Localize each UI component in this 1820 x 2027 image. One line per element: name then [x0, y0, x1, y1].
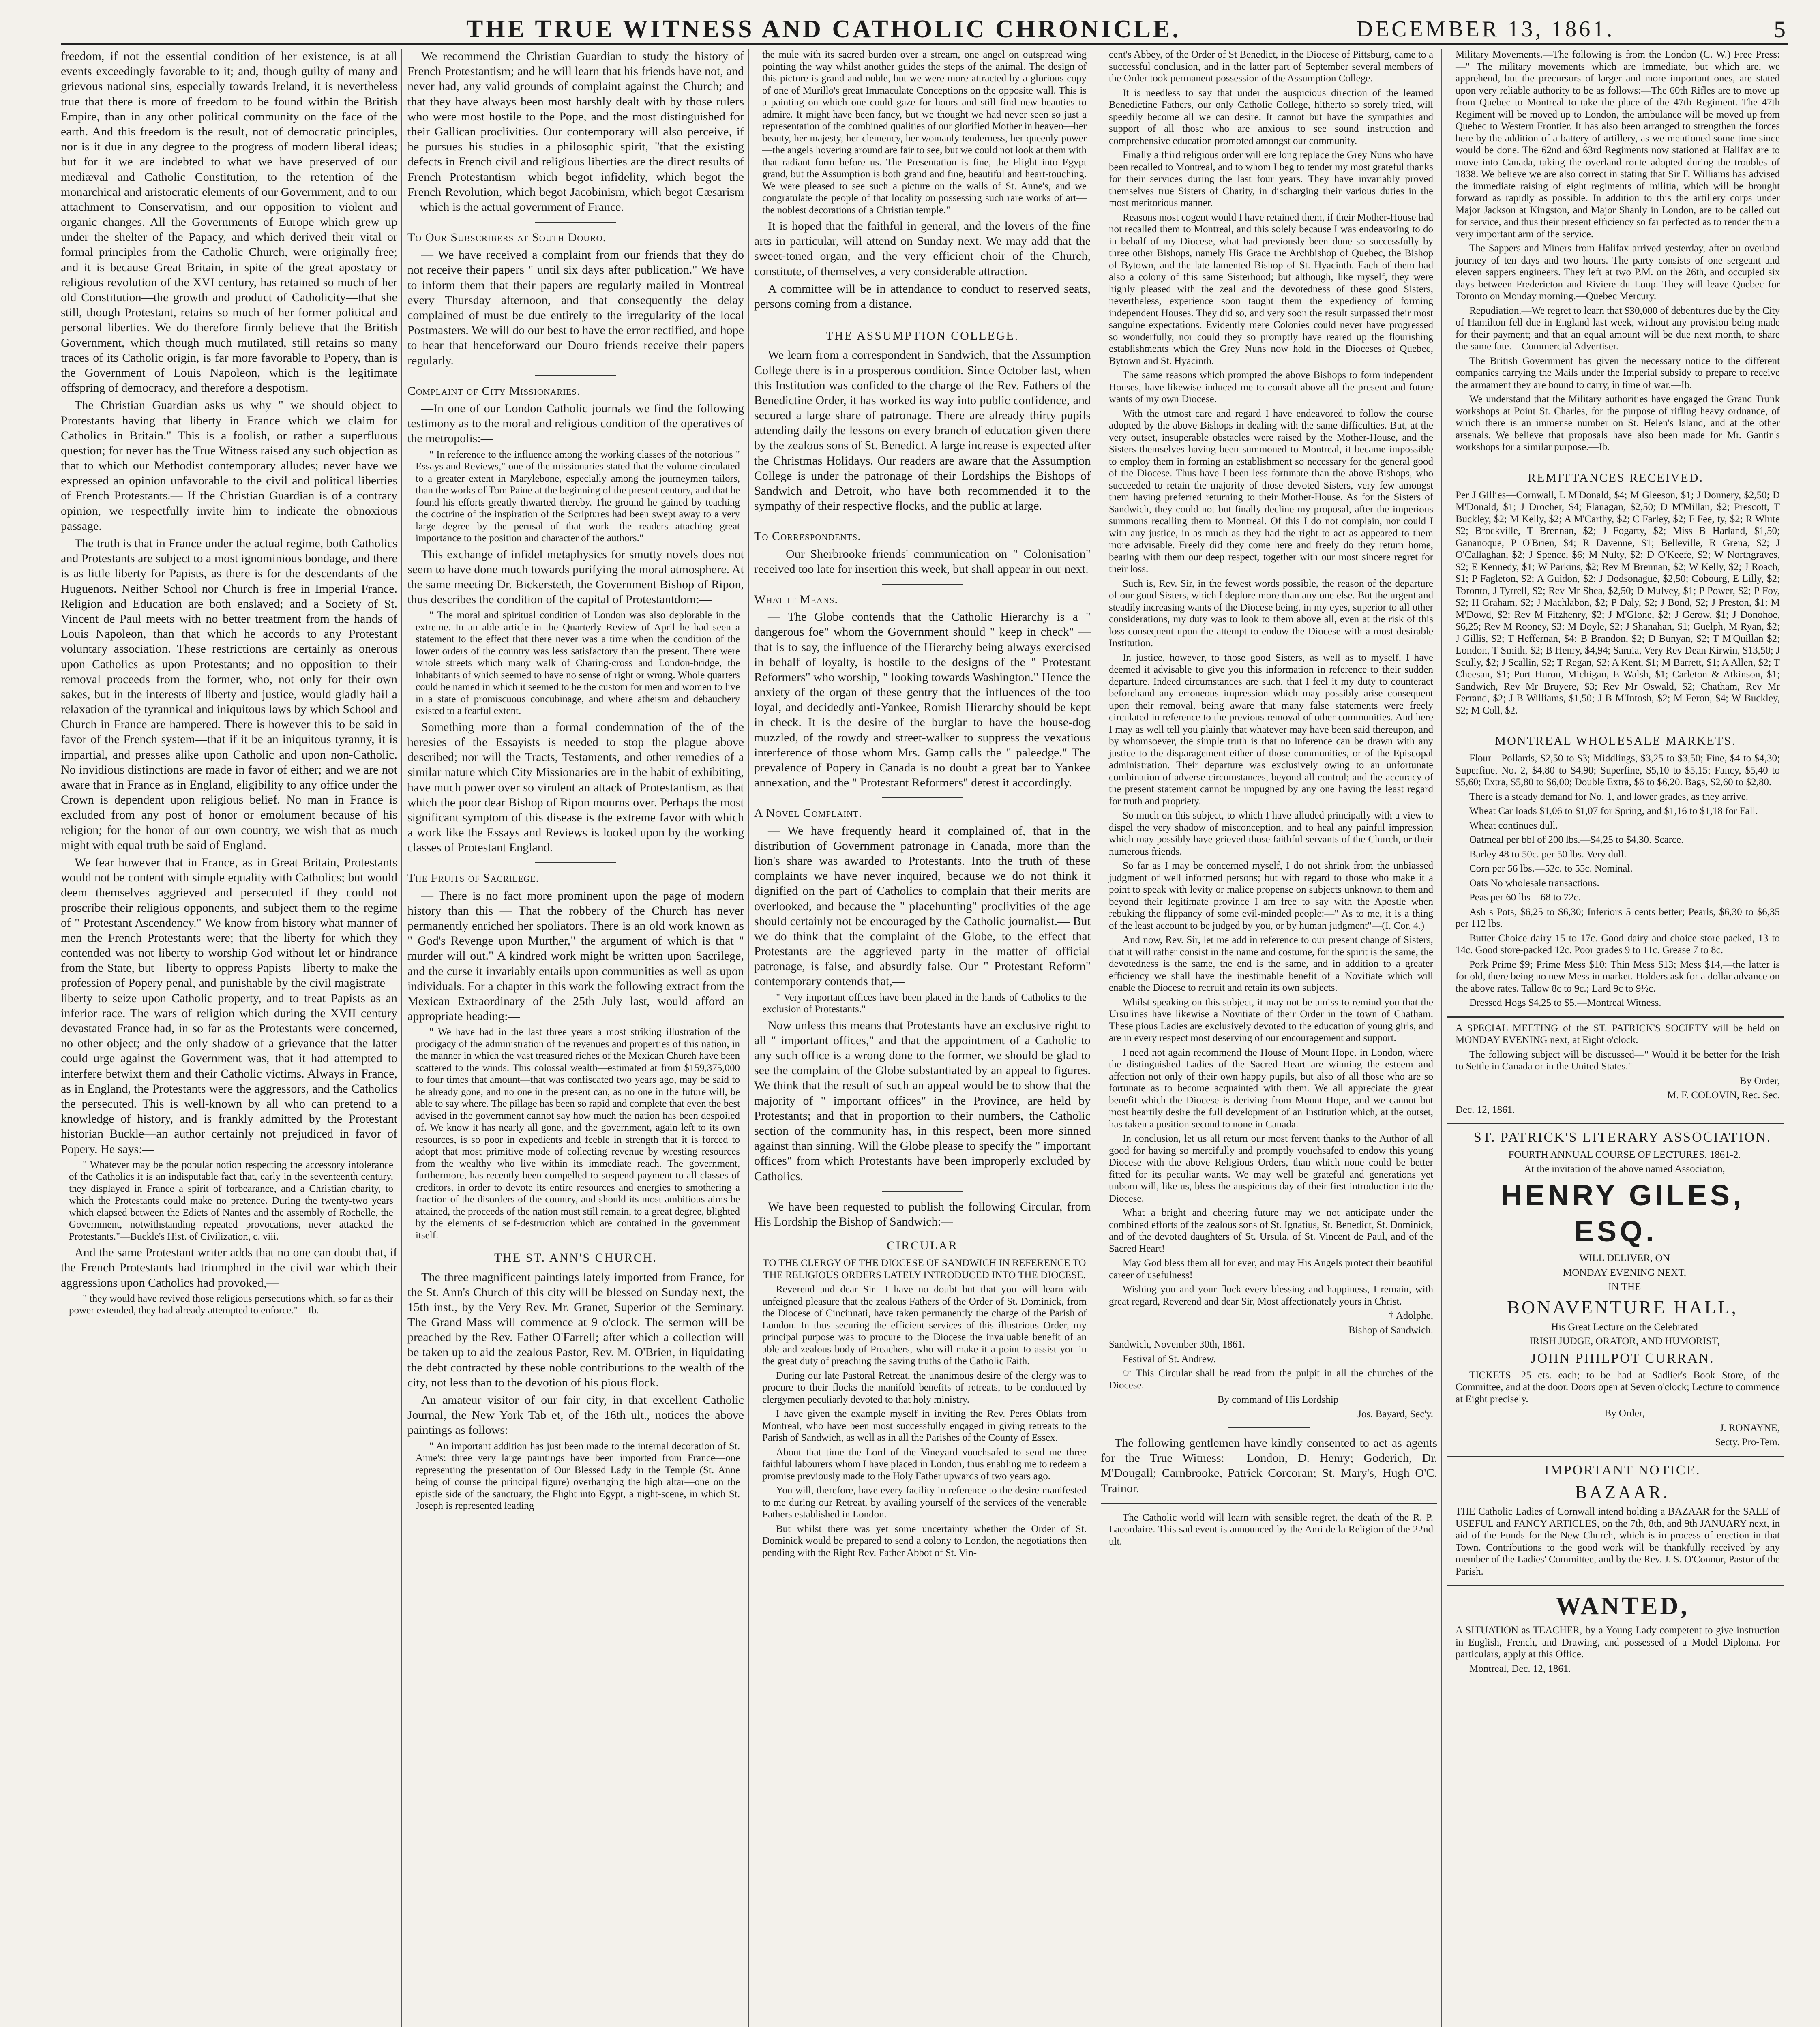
section-heading: THE ST. ANN'S CHURCH. — [494, 1251, 658, 1265]
block-quote: " We have had in the last three years a most striking illustration of the prodigacy of the administration of the revenues and properties of this nation, in the manner in which the vast treasured riches of the Mexican Church have been scattered to the winds. This colossal wealth—estimated at from $159,375,000 to four times that amount—that was confiscated two years ago, may be said to be already gone, and no one in the present can, as no one in the future will, be able to say where. The pillage has been so rapid and complete that even the best advised in the government cannot say how much the nation has been despoiled of. We know it has nearly all gone, and the government, again left to its own resources, is so poor in expedients and feeble in strength that it is forced to adopt that most primitive mode of collecting revenue by wresting resources from the wealthy who live within its immediate reach. The government, furthermore, has recently been compelled to suspend payment to all classes of creditors, in order to devote its entire resources and energies to smothering a fraction of the disorders of the country, and should its most ambitious aims be attained, the proceeds of the nation must still remain, to a great degree, blighted by the elements of self-destruction which are contained in the government itself. — [416, 1026, 740, 1241]
column-divider — [1441, 49, 1442, 2027]
article-paragraph: The truth is that in France under the actual regime, both Catholics and Protestants are subject to a most ignominious bondage, and there is as little liberty for Papists, as there is for the descendants of the Huguenots. Neither School nor Church is free in Imperial France. Religion and Education are both enslaved; and a Society of St. Vincent de Paul meets with no better treatment from the hands of Louis Napoleon, than that which he accords to any Protestant voluntary association. These restrictions are certainly as onerous upon Catholics as upon Protestants; and no opposition to their removal proceeds from the former, who, not only for their own sakes, but in the interests of liberty and justice, would gladly hail a relaxation of the tyrannical and iniquitous laws by which School and Church in France are hampered. There is however this to be said in favor of the French system—that if it be an iniquitous tyranny, it is impartial, and presses alike upon Catholic and upon non-Catholic. No invidious distinctions are made in favor of either; and we are not aware that in France as in England, eligibility to any office under the Crown is dependent upon religious belief. No man in France is excluded from any post of honor or emolument because of his religion; for the honor of our own country, we wish that as much might with equal truth be said of England. — [61, 537, 397, 852]
circular-paragraph: I have given the example myself in inviting the Rev. Peres Oblats from Montreal, who have been most successfully engaged in giving retreats to the Parish of Sandwich, as well as in all the Parishes of the County of Essex. — [762, 1408, 1087, 1444]
ad-text: FOURTH ANNUAL COURSE OF LECTURES, 1861-2. — [1508, 1149, 1741, 1160]
bazaar-title: BAZAAR. — [1575, 1482, 1670, 1502]
article-heading — [754, 806, 1091, 821]
section-separator — [535, 222, 616, 223]
circular-paragraph: Reasons most cogent would I have retained them, if their Mother-House had not recalled them to Montreal, and this solely because I was endeavoring to do in behalf of my Diocese, what had previously been done so successfully by three other Bishops, namely His Grace the Archbishop of Quebec, the Bishop of Bytown, and the late lamented Bishop of St. Hyacinth. Each of them had also a colony of this same Sisterhood; but although, like myself, they were highly pleased with the zeal and the devotedness of these good Sisters, nevertheless, experience soon taught them the expediency of forming independent Houses. They did so, and very soon the result surpassed their most sanguine expectations. Evidently mere Colonies could never have progressed so wonderfully, nor could they so promptly have reared up the flourishing establishments which the Grey Nuns now hold in the Dioceses of Quebec, Bytown and St. Hyacinth. — [1109, 212, 1433, 366]
article-paragraph: — There is no fact more prominent upon the page of modern history than this — That the robbery of the Church has never permanently enriched her spoliators. There is an old work known as " God's Revenge upon Murther," the argument of which is that " murder will out." A kindred work might be written upon Sacrilege, and the curse it invariably entails upon communities as well as upon individuals. For a chapter in this work the following extract from the Mexican Extraordinary of the 25th July last, would afford an appropriate heading:— — [407, 889, 744, 1023]
circular-paragraph: So far as I may be concerned myself, I do not shrink from the unbiassed judgment of well informed persons; but with regard to those who make it a point to speak with levity or malice propense on subjects unknown to them and beyond their legitimate province I am free to say with the Apostle when rebuking the flippancy of some evil-minded people:—" As to me, it is a thing of the least account to be judged by you, or by human judgment"—(I. Cor. 4.) — [1109, 860, 1433, 931]
circular-paragraph: But whilst there was yet some uncertainty whether the Order of St. Dominick would be prepared to send a colony to London, the negotiations then pending with the Right Rev. Father Abbot of St. Vin- — [762, 1523, 1087, 1558]
market-line: Peas per 60 lbs—68 to 72c. — [1469, 892, 1581, 903]
article-paragraph: We have been requested to publish the following Circular, from His Lordship the Bishop of Sandwich:— — [754, 1200, 1091, 1228]
inline-heading: A Novel Complaint. — [754, 806, 862, 820]
circular-paragraph: May God bless them all for ever, and may His Angels protect their beautiful career of usefulness! — [1109, 1258, 1433, 1281]
column-2 — [407, 49, 744, 2027]
remittances-list: Per J Gillies—Cornwall, L M'Donald, $4; M Gleeson, $1; J Donnery, $2,50; D M'Donald, $1; J Drocher, $4; Flanagan, $2,50; D M'Millan, $2; Prescott, T Buckley, $2; M Kelly, $2; A M'Carthy, $2; C Farley, $2; F Fee, ty, $2; R White $2; Brockville, T Brennan, $2; J Fogarty, $2; Miss B Harland, $1,50; Gananoque, P O'Brien, $4; R Davenne, $1; Belleville, R Grena, $2; J O'Callaghan, $2; J Spence, $6; M Nulty, $2; D O'Keefe, $2; W Northgraves, $2; E Kennedy, $1; W Parkins, $2; Rev M Brennan, $2; W Kelly, $2; J Roach, $1; P Fagleton, $2; A Guidon, $2; J Dodsonague, $2,50; Cobourg, E Lilly, $2; Toronto, J Tyrrell, $2; Rev Mr Shea, $2,50; D Mulvey, $1; P Power, $2; P Foy, $2; H Graham, $2; J Machlabon, $2; P Daly, $2; J Bond, $2; J Preston, $1; M M'Dowd, $2; Rev M Fitzhenry, $2; J M'Glone, $2; J Gerow, $1; J Donohoe, $6,25; Rev M Rooney, $3; M Doyle, $2; J Shanahan, $1; Guelph, M Ryan, $2; J Gillis, $2; T Heffernan, $4; B Brandon, $2; D Bunyan, $2; T M'Quillan $2; London, T Smith, $2; B Henry, $4,94; Sarnia, Very Rev Dean Kirwin, $13,50; J Scully, $2; J Scallin, $2; T Regan, $2; A Kent, $1; M Barrett, $1; A Allen, $2; T Cheesan, $1; Port Huron, Michigan, E Walsh, $1; Carleton & Atkinson, $1; Sandwich, Rev Mr Bruyere, $3; Rev Mr Oswald, $2; Chatham, Rev Mr Ferrand, $2; J B Williams, $1,50; J B M'Intosh, $2; M Feron, $4; W Buckley, $2; M Coll, $2. — [1456, 489, 1780, 716]
article-heading — [407, 870, 744, 885]
market-line: Dressed Hogs $4,25 to $5.—Montreal Witness. — [1469, 997, 1661, 1009]
circular-paragraph: I need not again recommend the House of Mount Hope, in London, where the distinguished Ladies of the Sacred Heart are winning the esteem and affection not only of their own happy pupils, but also of all those who are so fortunate as to become acquainted with them. We all appreciate the great benefit which the Diocese is deriving from Mount Hope, and we cannot but most heartily desire the full development of an Institution which, at the outset, has taken a position second to none in Canada. — [1109, 1047, 1433, 1130]
circular-paragraph: In justice, however, to those good Sisters, as well as to myself, I have deemed it advisable to give you this information in reference to their sudden departure. Indeed circumstances are such, that I feel it my duty to counteract beforehand any erroneous impression which may possibly arise consequent upon their removal, being aware that many false statements were freely circulated in reference to the previous removal of other communities. And here I may as well tell you plainly that whatever may have been said thereupon, and by whomsoever, the simple truth is that no inference can be drawn with any justice to the disparagement either of those communities, or of the Episcopal administration. Their departure was exclusively owing to an unfortunate combination of adverse circumstances, beyond all control; and the accuracy of the present statement cannot be impugned by any one having the least regard for truth and propriety. — [1109, 652, 1433, 807]
circular-paragraph: In conclusion, let us all return our most fervent thanks to the Author of all good for having so mercifully and promptly vouchsafed to endow this young Diocese with the above Religious Orders, than which none could be better fitted for its peculiar wants. We may well be grateful and generations yet unborn will, like us, bless the auspicious day of their first introduction into the Diocese. — [1109, 1133, 1433, 1204]
ad-text: MONDAY EVENING NEXT, — [1563, 1267, 1686, 1278]
masthead — [61, 16, 1788, 42]
ad-signature-title: Secty. Pro-Tem. — [1715, 1437, 1780, 1448]
column-5 — [1447, 49, 1784, 2027]
block-quote: " Very important offices have been placed in the hands of Catholics to the exclusion of Protestants." — [762, 992, 1087, 1015]
column-4 — [1101, 49, 1437, 2027]
section-separator — [882, 797, 963, 798]
market-line: Butter Choice dairy 15 to 17c. Good dairy and choice store-packed, 13 to 14c. Good store-packed 12c. Poor grades 9 to 11c. Grease 7 to 8c. — [1456, 932, 1780, 956]
ad-text: IN THE — [1608, 1281, 1641, 1293]
news-paragraph: The Sappers and Miners from Halifax arrived yesterday, after an overland journey of ten days and two hours. The party consists of one sergeant and eleven sappers engineers. They left at two P.M. on the 26th, and occupied six days between Fredericton and Riviere du Loup. They will leave Quebec for Toronto on Monday morning.—Quebec Mercury. — [1456, 243, 1780, 302]
section-separator — [535, 375, 616, 376]
article-paragraph: — We have received a complaint from our friends that they do not receive their papers " until six days after publication." We have to inform them that their papers are regularly mailed in Montreal every Thursday afternoon, and that consequently the delay complained of must be due entirely to the irregularity of the local Postmasters. We will do our best to have the error rectified, and hope to hear that henceforward our Douro friends receive their papers regularly. — [407, 248, 744, 367]
circular-paragraph: Wishing you and your flock every blessing and happiness, I remain, with great regard, Reverend and dear Sir, Most affectionately yours in Christ. — [1109, 1284, 1433, 1307]
circular-paragraph: About that time the Lord of the Vineyard vouchsafed to send me three faithful labourers whom I have placed in London, thus enabling me to redeem a promise previously made to the Holy Father upwards of two years ago. — [762, 1446, 1087, 1482]
advertisement-lecture — [1447, 1123, 1784, 1448]
article-paragraph: The three magnificent paintings lately imported from France, for the St. Ann's Church of this city will be blessed on Sunday next, the 15th inst., by the Very Rev. Mr. Granet, Superior of the Seminary. The Grand Mass will commence at 9 o'clock. The sermon will be preached by the Rev. Father O'Farrell; after which a collection will be taken up to aid the zealous Pastor, Rev. M. O'Brien, in liquidating the debt contracted by these noble contributions to the wealth of the city, not less than to the devotion of his pious flock. — [407, 1270, 744, 1389]
ad-signature: J. RONAYNE, — [1719, 1422, 1780, 1433]
ad-text: The following subject will be discussed—" Would it be better for the Irish to Settle in Canada or in the United States." — [1456, 1049, 1780, 1072]
block-quote: " they would have revived those religious persecutions which, so far as their power extended, they had already attempted to enforce."—Ib. — [69, 1293, 393, 1316]
dateline: Festival of St. Andrew. — [1123, 1353, 1216, 1365]
news-paragraph: The British Government has given the necessary notice to the different companies carrying the Mails under the Imperial subsidy to prepare to receive the armament they are bound to carry, in time of war.—Ib. — [1456, 355, 1780, 390]
market-line: Ash s Pots, $6,25 to $6,30; Inferiors 5 cents better; Pearls, $6,30 to $6,35 per 112 lbs. — [1456, 906, 1780, 930]
ad-date: Montreal, Dec. 12, 1861. — [1469, 1663, 1571, 1674]
market-line: There is a steady demand for No. 1, and lower grades, as they arrive. — [1469, 791, 1748, 802]
circular-paragraph: The same reasons which prompted the above Bishops to form independent Houses, have likewise induced me to consult above all the present and future wants of my own Diocese. — [1109, 370, 1433, 405]
ad-text: TICKETS—25 cts. each; to be had at Sadlier's Book Store, of the Committee, and at the door. Doors open at Seven o'clock; Lecture to commence at Eight precisely. — [1456, 1369, 1780, 1405]
inline-heading: What it Means. — [754, 592, 838, 606]
inline-heading: To Our Subscribers at South Douro. — [407, 231, 607, 244]
circular-paragraph: Whilst speaking on this subject, it may not be amiss to remind you that the Ursulines have likewise a Novitiate of their Order in the town of Chatham. These pious Ladies are exclusively devoted to the education of young girls, and are in every respect most deserving of our encouragement and support. — [1109, 996, 1433, 1043]
circular-paragraph: What a bright and cheering future may we not anticipate under the combined efforts of the zealous sons of St. Ignatius, St. Benedict, St. Dominick, and of the devoted daughters of St. Ursula, of St. Vincent de Paul, and of the Sacred Heart! — [1109, 1207, 1433, 1254]
article-heading — [754, 529, 1091, 544]
article-paragraph: Now unless this means that Protestants have an exclusive right to all " important offices," and that the appointment of a Catholic to any such office is a wrong done to the former, we should be glad to see the complaint of the Globe substantiated by an appeal to figures. We think that the result of such an appeal would be to show that the majority of " important offices" in the Province, are held by Protestants; and that in proportion to their numbers, the Catholic section of the community has, in this respect, been more sinned against than sinning. Will the Globe please to specify the " important offices" from which Protestants have been improperly excluded by Catholics. — [754, 1018, 1091, 1183]
ad-text: A SITUATION as TEACHER, by a Young Lady competent to give instruction in English, French, and Drawing, and possessed of a Model Diploma. For particulars, apply at this Office. — [1456, 1625, 1780, 1660]
circular-paragraph: cent's Abbey, of the Order of St Benedict, in the Diocese of Pittsburg, came to a successful conclusion, and in the latter part of September several members of the Order took permanent possession of the Assumption College. — [1109, 49, 1433, 84]
circular-paragraph: So much on this subject, to which I have alluded principally with a view to dispel the very shadow of misconception, and to heal any painful impression which may possibly have grieved those faithful servants of the Church, or their numerous friends. — [1109, 810, 1433, 857]
inline-heading: The Fruits of Sacrilege. — [407, 871, 540, 885]
article-paragraph: We recommend the Christian Guardian to study the history of French Protestantism; and he will learn that his friends have not, and never had, any valid grounds of complaint against the Church; and that they have always been most harshly dealt with by those rulers who were most hostile to the Pope, and the most distinguished for their Gallican proclivities. Our contemporary will also perceive, if he pursues his studies in a philosophic spirit, "that the existing defects in French civil and religious liberties are the direct results of French Protestantism—which begot infidelity, which begot the French Revolution, which begot Jacobinism, which begot Cæsarism—which is the actual government of France. — [407, 49, 744, 214]
market-line: Oatmeal per bbl of 200 lbs.—$4,25 to $4,30. Scarce. — [1469, 834, 1684, 846]
signature: † Adolphe, — [1389, 1310, 1433, 1321]
section-separator — [1101, 1503, 1437, 1504]
inline-heading: To Correspondents. — [754, 529, 861, 543]
dateline: Sandwich, November 30th, 1861. — [1109, 1339, 1245, 1350]
section-separator — [882, 584, 963, 585]
lecturer-name: HENRY GILES, ESQ. — [1501, 1179, 1745, 1248]
market-line: Flour—Pollards, $2,50 to $3; Middlings, $3,25 to $3,50; Fine, $4 to $4,30; Superfine, No. 2, $4,80 to $4,90; Superfine, $5,10 to $5,15; Fancy, $5,40 to $5,60; Extra, $5,80 to $6,00; Double Extra, $6 to $6,20. Bags, $2,60 to $2,80. — [1456, 753, 1780, 788]
circular-paragraph: It is needless to say that under the auspicious direction of the learned Benedictine Fathers, our only Catholic College, hitherto so sorely tried, will speedily become all we can desire. It cannot but have the sympathies and support of all those who are anxious to see sound instruction and comprehensive education promoted amongst our community. — [1109, 87, 1433, 146]
circular-paragraph: Reverend and dear Sir—I have no doubt but that you will learn with unfeigned pleasure that the zealous Fathers of the Order of St. Dominick, from the Diocese of Cincinnati, have taken permanently the charge of the Parish of London. In thus securing the efficient services of this illustrious Order, my principal purpose was to procure to the Diocese the invaluable benefit of an able and zealous body of Preachers, who will make it a point to assist you in the great duty of preaching the saving truths of the Catholic Faith. — [762, 1284, 1087, 1367]
venue-name: BONAVENTURE HALL, — [1507, 1296, 1738, 1318]
article-paragraph: The Christian Guardian asks us why " we should object to Protestants having that liberty in France which we claim for Catholics in Britain." This is a foolish, or rather a superfluous question; for never has the True Witness raised any such objection as that to which our Methodist contemporary alludes; never have we expressed an opinion unfavorable to the civil and political liberties of French Protestants.— If the Christian Guardian is of a contrary opinion, we respectfully invite him to indicate the obnoxious passage. — [61, 399, 397, 533]
advertisement-meeting — [1447, 1016, 1784, 1116]
section-separator — [535, 862, 616, 863]
market-line: Barley 48 to 50c. per 50 lbs. Very dull. — [1469, 849, 1627, 860]
article-paragraph: —In one of our London Catholic journals we find the following testimony as to the moral and religious condition of the operatives of the metropolis:— — [407, 401, 744, 446]
article-paragraph: A committee will be in attendance to conduct to reserved seats, persons coming from a distance. — [754, 282, 1091, 311]
ad-text: WILL DELIVER, ON — [1579, 1253, 1670, 1264]
section-heading: MONTREAL WHOLESALE MARKETS. — [1495, 734, 1736, 748]
ad-text: IRISH JUDGE, ORATOR, AND HUMORIST, — [1529, 1336, 1720, 1347]
article-paragraph: We fear however that in France, as in Great Britain, Protestants would not be content with simple equality with Catholics; but would deem themselves aggrieved and persecuted if they could not proscribe their religious opponents, and subject them to the regime of " Protestant Ascendency." We know from history what manner of men the French Protestants were; that the liberty for which they contended was not liberty to worship God without let or hindrance from the State, but—liberty to oppress Papists—liberty to make the profession of Popery penal, and punishable by the civil magistrate—liberty to seize upon Catholic property, and to treat Papists as an inferior race. The wars of religion which during the XVII century devastated France had, in so far as the Protestants were concerned, no other object; and the only shadow of a grievance that the latter could urge against the Government was, that it had attempted to interfere betwixt them and their Catholic victims. Always in France, as in England, the Protestants were the aggressors, and the Catholics the persecuted. This is well-known by all who can pretend to a knowledge of history, and is frankly admitted by the Protestant historian Buckle—an author certainly not prejudiced in favor of Popery. He says:— — [61, 855, 397, 1156]
article-paragraph: The Catholic world will learn with sensible regret, the death of the R. P. Lacordaire. This sad event is announced by the Ami de la Religion of the 22nd ult. — [1109, 1512, 1433, 1547]
secretary-signature: Jos. Bayard, Sec'y. — [1357, 1408, 1433, 1420]
signature-title: Bishop of Sandwich. — [1348, 1324, 1433, 1336]
news-paragraph: Military Movements.—The following is from the London (C. W.) Free Press:—" The military movements which are immediate, but which are, we apprehend, but the precursors of larger and more important ones, are stated upon very reliable authority to be as follows:—The 60th Rifles are to move up from Quebec to Montreal to take the place of the 47th Regiment. The 47th Regiment will be moved up to London, the ambulance will be moved up from Quebec to Western Frontier. It has also been arranged to strengthen the forces here by the addition of a battery of artillery, as we mentioned some time since would be done. The 62nd and 63rd Regiments now stationed at Halifax are to move into Canada, taking the overland route adopted during the troubles of 1838. We believe we are also correct in stating that Sir F. Williams has advised the immediate raising of eight regiments of militia, which will be brought forward as rapidly as possible. In addition to this the artillery corps under Major Jackson at Kingston, and Major Shanly in London, are to be called out for service, and thus their present efficiency so far perfected as to render them a very important arm of the service. — [1456, 49, 1780, 240]
article-paragraph: freedom, if not the essential condition of her existence, is at all events exceedingly favorable to it; and, though guilty of many and grievous national sins, especially towards Ireland, it is nevertheless true that there is more of freedom to be found within the British Empire, than in any other political community on the face of the earth. And this freedom is the result, not of democratic principles, nor is it due in any degree to the progress of modern liberal ideas; but for it we are indebted to what we have preserved of our mediæval and Catholic Constitution, to the retention of the monarchical and aristocratic elements of our Government, and to our attachment to Conservatism, and our opposition to violent and organic changes. All the Governments of Europe which grew up under the shelter of the Papacy, and which derived their vital or formal principles from the Catholic Church, were originally free; and it is because Great Britain, in spite of the great apostacy or religious revolution of the XVI century, has retained so much of her old Constitution—the growth and product of Catholicity—that she still, though Protestant, retains so much of her former political and personal liberties. We do therefore firmly believe that the British Government, which though much mutilated, still retains so many traces of its Catholic origin, is far more favorable to Popery, than is the Government of Louis Napoleon, which is the legitimate offspring of democracy, and therefore a despotism. — [61, 49, 397, 395]
masthead-rule — [61, 43, 1788, 45]
column-divider — [401, 49, 402, 2027]
advertisement-wanted — [1447, 1585, 1784, 1675]
market-line: Corn per 56 lbs.—52c. to 55c. Nominal. — [1469, 863, 1633, 874]
section-separator — [882, 1191, 963, 1192]
article-paragraph: An amateur visitor of our fair city, in that excellent Catholic Journal, the New York Tab et, of the 16th ult., notices the above paintings as follows:— — [407, 1393, 744, 1437]
ad-text: By Order, — [1740, 1075, 1780, 1086]
column-divider — [748, 49, 749, 2027]
section-heading: CIRCULAR — [887, 1239, 958, 1253]
article-paragraph: Something more than a formal condemnation of the of the heresies of the Essayists is needed to stop the plague above described; nor will the Tracts, Testaments, and other remedies of a similar nature which City Missionaries are in the habit of exhibiting, have much power over so virulent an attack of Protestantism, as that which the poor dear Bishop of Ripon mourns over. Perhaps the most significant symptom of this disease is the extreme favor with which a work like the Essays and Reviews is looked upon by the working classes of Protestant England. — [407, 720, 744, 855]
block-quote: " An important addition has just been made to the internal decoration of St. Anne's: three very large paintings have been imported from France—one representing the presentation of Our Blessed Lady in the Temple (St. Anne being of course the principal figure) overhanging the high altar—one on the epistle side of the sanctuary, the Flight into Egypt, a night-scene, in which St. Joseph is represented leading — [416, 1440, 740, 1512]
ad-text: A SPECIAL MEETING of the ST. PATRICK'S SOCIETY will be held on MONDAY EVENING next, at Eight o'clock. — [1456, 1022, 1780, 1046]
market-line: Oats No wholesale transactions. — [1469, 877, 1599, 889]
block-quote: " Whatever may be the popular notion respecting the accessory intolerance of the Catholics it is an indisputable fact that, early in the seventeenth century, they displayed in France a spirit of forbearance, and a Christian charity, to which the Protestants could make no pretence. During the twenty-two years which elapsed between the Edicts of Nantes and the assembly of Rochelle, the Government, notwithstanding repeated provocations, never attacked the Protestants."—Buckle's Hist. of Civilization, c. viii. — [69, 1159, 393, 1242]
market-line: Wheat continues dull. — [1469, 820, 1558, 831]
column-1 — [61, 49, 397, 2027]
command-line: By command of His Lordship — [1217, 1394, 1339, 1405]
advertisement-bazaar — [1447, 1456, 1784, 1578]
ad-text: By Order, — [1604, 1408, 1645, 1419]
circular-paragraph: Finally a third religious order will ere long replace the Grey Nuns who have been recalled to Montreal, and to whom I beg to tender my most grateful thanks for their services during the last four years. They have invariably proved themselves true Sisters of Charity, in discharging their various duties in the most meritorious manner. — [1109, 150, 1433, 208]
article-paragraph: — The Globe contends that the Catholic Hierarchy is a " dangerous foe" whom the Government should " keep in check" — that is to say, the influence of the Hierarchy being always exercised in behalf of loyalty, is hostile to the designs of the " Protestant Reformers" who worship, " looking towards Washington." Hence the anxiety of the organ of these gentry that the influences of the too loyal, and decidedly anti-Yankee, Romish Hierarchy should be kept in check. It is the desire of the burglar to have the house-dog muzzled, of the rowdy and street-walker to suppress the vexatious interference of those whom Mrs. Gamp calls the " paleedge." The prevalence of Popery in Canada is no doubt a great bar to Yankee annexation, and the " Protestant Reformers" detest it accordingly. — [754, 610, 1091, 790]
circular-paragraph: And now, Rev. Sir, let me add in reference to our present change of Sisters, that it will rather consist in the name and costume, for the spirit is the same, the devotedness is the same, the end is the same, and in addition to a greater efficiency we shall have the inestimable benefit of a Novitiate which will enable the Diocese to recruit and retain its own subjects. — [1109, 934, 1433, 993]
section-heading: THE ASSUMPTION COLLEGE. — [825, 329, 1019, 343]
ad-text: THE Catholic Ladies of Cornwall intend holding a BAZAAR for the SALE of USEFUL and FANCY ARTICLES, on the 7th, 8th, and 9th JANUARY next, in aid of the Funds for the New Church, which is in process of erection in that Town. Contributions to the good work will be thankfully received by any member of the Ladies' Committee, and by the Rev. J. S. O'Connor, Pastor of the Parish. — [1456, 1506, 1780, 1577]
wanted-heading: WANTED, — [1556, 1592, 1689, 1620]
ad-text: His Great Lecture on the Celebrated — [1551, 1321, 1698, 1333]
news-paragraph: Repudiation.—We regret to learn that $30,000 of debentures due by the City of Hamilton fell due in England last week, without any provision being made for their payment; and that an equal amount will be due next month, to share the same fate.—Commercial Advertiser. — [1456, 305, 1780, 352]
ad-heading: IMPORTANT NOTICE. — [1544, 1462, 1701, 1478]
block-quote: " The moral and spiritual condition of London was also deplorable in the extreme. In an able article in the Quarterly Review of April he had seen a statement to the effect that there never was a time when the condition of the lower orders of the country was less satisfactory than the present. There were whole streets which many walk of Charing-cross and London-bridge, the inhabitants of which seemed to have no sense of right or wrong. Whole quarters could be named in which it seemed to be the custom for men and women to live in a state of promiscuous concubinage, and where atheism and debauchery existed to a fearful extent. — [416, 610, 740, 717]
newspaper-title: THE TRUE WITNESS AND CATHOLIC CHRONICLE. — [466, 15, 1181, 43]
column-3 — [754, 49, 1091, 2027]
circular-paragraph: With the utmost care and regard I have endeavored to follow the course adopted by the above Bishops in dealing with the same difficulties. But, at the very outset, insuperable obstacles were raised by the Mother-House, and the Sisters themselves having been summoned to Montreal, it became impossible to employ them in forming an establishment so necessary for the general good of the Diocese. Thus have I been less fortunate than the above Bishops, who succeeded to retain the majority of those devoted Sisters, very few amongst them having preferred returning to their Mother-House. As for the Sisters of Sandwich, they could not but finally decline my proposal, after the imperious summons recalling them to Montreal. Of this I do not complain, nor could I with any justice, in as much as they had the right to act as appeared to them more advisable. Freely did they come here and freely do they return home, bearing with them our deep respect, together with our most sincere regret for their loss. — [1109, 408, 1433, 574]
article-paragraph: — Our Sherbrooke friends' communication on " Colonisation" received too late for insertion this week, but shall appear in our next. — [754, 547, 1091, 576]
section-separator — [1228, 1427, 1310, 1428]
ad-heading: ST. PATRICK'S LITERARY ASSOCIATION. — [1473, 1130, 1772, 1145]
ad-date: Dec. 12, 1861. — [1456, 1104, 1515, 1115]
block-quote: " In reference to the influence among the working classes of the notorious " Essays and Reviews," one of the missionaries stated that the volume circulated to a greater extent in Marylebone, especially among the journeymen tailors, than the works of Tom Paine at the beginning of the present century, and that he found his efforts greatly thwarted thereby. The ground he gained by teaching the doctrine of the inspiration of the Scriptures had been swept away to a very large degree by the perusal of that work—the readers attaching great importance to the position and character of the authors." — [416, 449, 740, 544]
circular-paragraph: During our late Pastoral Retreat, the unanimous desire of the clergy was to procure to their flocks the manifold benefits of retreats, to be conducted by clergymen peculiarly devoted to that holy ministry. — [762, 1370, 1087, 1405]
article-paragraph: It is hoped that the faithful in general, and the lovers of the fine arts in particular, will attend on Sunday next. We may add that the sweet-toned organ, and the very efficient choir of the Church, constitute, of themselves, a very considerable attraction. — [754, 219, 1091, 278]
article-heading — [407, 230, 744, 245]
ad-text: At the invitation of the above named Association, — [1524, 1163, 1725, 1175]
article-paragraph: The following gentlemen have kindly consented to act as agents for the True Witness:— London, D. Henry; Goderich, Dr. M'Dougall; Carnbrooke, Patrick Corcoran; St. Mary's, Hugh O'C. Trainor. — [1101, 1436, 1437, 1495]
article-heading — [754, 592, 1091, 607]
lecture-subject: JOHN PHILPOT CURRAN. — [1531, 1350, 1715, 1366]
block-quote: the mule with its sacred burden over a stream, one angel on outspread wing pointing the way whilst another guides the steps of the animal. The design of this picture is grand and noble, but we were more attracted by a glorious copy of one of Murillo's great Immaculate Conceptions on the opposite wall. This is a painting on which one could gaze for hours and still find new beauties to admire. It might have been fancy, but we thought we had never seen so just a representation of the combined qualities of our glorified Mother in heaven—her beauty, her majesty, her clemency, her womanly tenderness, her queenly power—the angels hovering around are fair to see, but we could not look at them with that radiant form before us. The Presentation is fine, the Flight into Egypt grand, but the Assumption is both grand and fine, beautiful and heart-touching. We were pleased to see such a picture on the walls of St. Anne's, and we congratulate the people of that locality on possessing such rare works of art—the noblest decorations of a Christian temple." — [762, 49, 1087, 216]
article-paragraph: — We have frequently heard it complained of, that in the distribution of Government patronage in Canada, more than the lion's share was awarded to Protestants. Into the truth of these complaints we have never inquired, because we do not think it dignified on the part of Catholics to complain that their merits are overlooked, and because the " placehunting" proclivities of the age should certainly not be encouraged by the Catholic journalist.— But we do think that the complaint of the Globe, to the effect that Protestants are the aggrieved party in the matter of official patronage, is false, and absurdly false. Our " Protestant Reform" contemporary contends that,— — [754, 824, 1091, 988]
circular-note: ☞ This Circular shall be read from the pulpit in all the churches of the Diocese. — [1109, 1368, 1433, 1391]
news-paragraph: We understand that the Military authorities have engaged the Grand Trunk workshops at Point St. Charles, for the purpose of rifling heavy ordnance, of which there is an immense number on St. Helen's Island, and at the other arsenals. We believe that proposals have also been made for Mr. Gantin's workshops for a similar purpose.—Ib. — [1456, 394, 1780, 452]
ad-signature: M. F. COLOVIN, Rec. Sec. — [1667, 1090, 1780, 1101]
page-number: 5 — [1774, 16, 1788, 43]
article-heading — [407, 384, 744, 399]
circular-paragraph: You will, therefore, have every facility in reference to the desire manifested to me during our Retreat, by availing yourself of the services of the venerable Fathers established in London. — [762, 1485, 1087, 1520]
market-line: Pork Prime $9; Prime Mess $10; Thin Mess $13; Mess $14,—the latter is for old, there being no new Mess in market. Holders ask for a dollar advance on the above rates. Tallow 8c to 9c.; Lard 9c to 9½c. — [1456, 959, 1780, 994]
article-paragraph: This exchange of infidel metaphysics for smutty novels does not seem to have done much towards purifying the moral atmosphere. At the same meeting Dr. Bickersteth, the Government Bishop of Ripon, thus describes the condition of the capital of Protestantdom:— — [407, 547, 744, 606]
section-heading: REMITTANCES RECEIVED. — [1528, 471, 1704, 484]
circular-paragraph: Such is, Rev. Sir, in the fewest words possible, the reason of the departure of our good Sisters, which I deplore more than any one else. But the urgent and steadily increasing wants of the Diocese being, in my eyes, superior to all other considerations, my duty was to look to them above all, even at the risk of this loss consequent upon the attempt to endow the Diocese with a most desirable Institution. — [1109, 578, 1433, 649]
inline-heading: Complaint of City Missionaries. — [407, 384, 581, 398]
circular-subheading: TO THE CLERGY OF THE DIOCESE OF SANDWICH IN REFERENCE TO THE RELIGIOUS ORDERS LATELY INTRODUCED INTO THE DIOCESE. — [763, 1258, 1086, 1281]
market-line: Wheat Car loads $1,06 to $1,07 for Spring, and $1,16 to $1,18 for Fall. — [1469, 806, 1758, 817]
article-paragraph: And the same Protestant writer adds that no one can doubt that, if the French Protestants had triumphed in the civil war which their aggressions upon Catholics had provoked,— — [61, 1246, 397, 1290]
article-paragraph: We learn from a correspondent in Sandwich, that the Assumption College there is in a prosperous condition. Since October last, when this Institution was confided to the charge of the Rev. Fathers of the Benedictine Order, it has worked its way into public confidence, and secured a large share of patronage. There are already thirty pupils attending daily the lessons on every branch of education given there by the zealous sons of St. Benedict. A large increase is expected after the Christmas Holidays. Our readers are aware that the Assumption College is under the patronage of their Lordships the Bishops of Sandwich and Detroit, who have both recommended it to the sympathy of their respective flocks, and the public at large. — [754, 348, 1091, 513]
issue-date: DECEMBER 13, 1861. — [1356, 17, 1615, 42]
